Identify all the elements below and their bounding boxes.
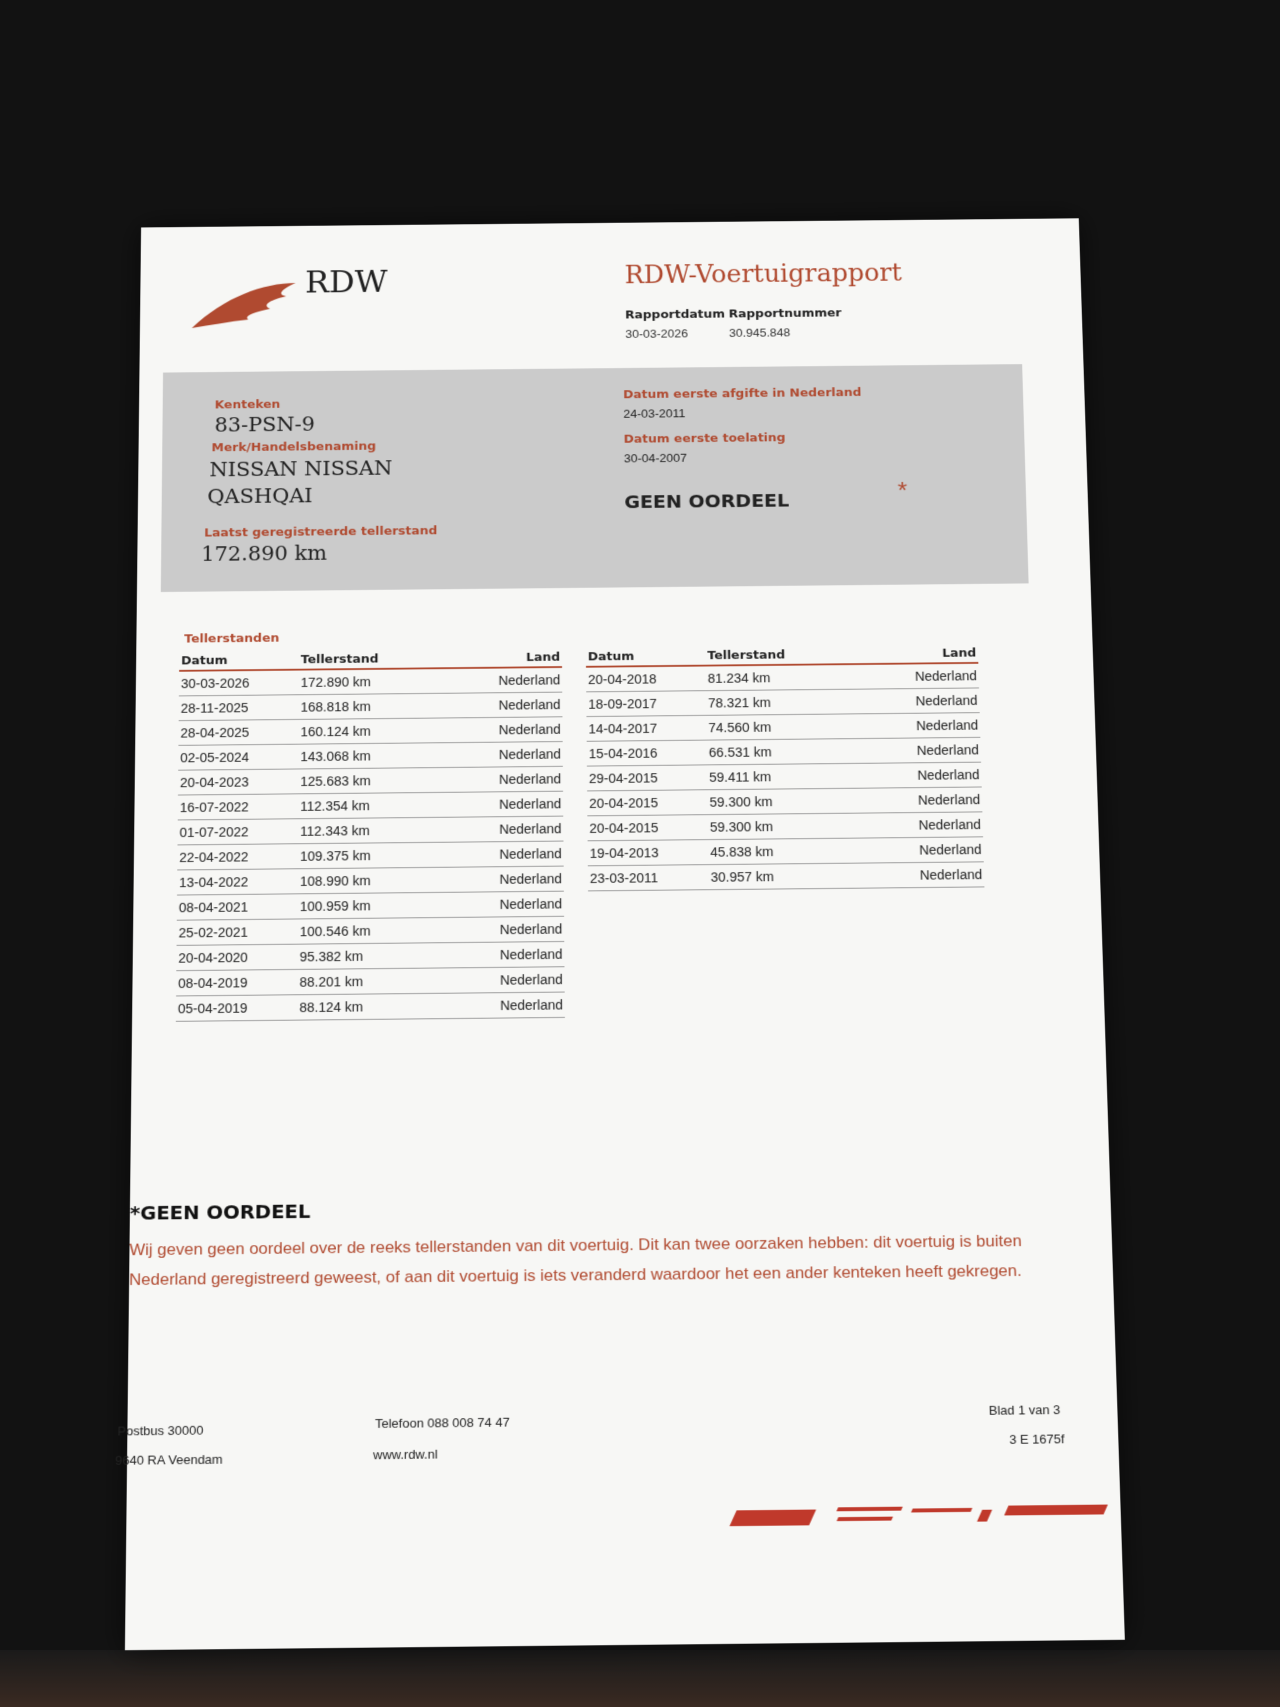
table-row	[177, 892, 564, 921]
footer-address: 9640 RA Veendam	[115, 1451, 223, 1468]
row-land: Nederland	[916, 742, 979, 758]
row-date: 22-04-2022	[179, 849, 249, 865]
table-row	[588, 862, 985, 891]
row-date: 20-04-2023	[179, 774, 249, 790]
kenteken-value: 83-PSN-9	[214, 413, 315, 437]
kenteken-label: Kenteken	[214, 398, 281, 413]
row-date: 02-05-2024	[180, 749, 250, 766]
row-date: 20-04-2018	[587, 671, 657, 687]
teller-label: Laatst geregistreerde tellerstand	[204, 524, 438, 541]
tellerstanden-table-left	[176, 644, 565, 1022]
row-km: 30.957 km	[710, 869, 774, 885]
row-land: Nederland	[917, 767, 980, 783]
footer-telefoon: Telefoon 088 008 74 47	[375, 1414, 510, 1431]
row-date: 13-04-2022	[179, 874, 249, 890]
footer-page: Blad 1 van 3	[988, 1402, 1061, 1418]
merk-line1: NISSAN NISSAN	[209, 457, 393, 482]
table-row	[179, 693, 563, 722]
col-km-header: Tellerstand	[707, 648, 786, 663]
row-date: 05-04-2019	[177, 1000, 248, 1017]
verdict-star: *	[897, 476, 908, 504]
row-km: 112.343 km	[300, 823, 370, 839]
report-page	[115, 218, 1125, 1650]
logo-text: RDW	[304, 264, 388, 301]
col-date-header: Datum	[587, 649, 635, 665]
table-row	[178, 717, 562, 746]
row-date: 08-04-2021	[178, 899, 249, 916]
row-land: Nederland	[919, 866, 983, 883]
row-land: Nederland	[498, 771, 562, 787]
row-date: 18-09-2017	[588, 696, 658, 712]
table-row	[179, 668, 562, 696]
row-date: 14-04-2017	[588, 720, 658, 737]
row-km: 160.124 km	[300, 723, 371, 740]
merk-line2: QASHQAI	[207, 485, 313, 509]
tellerstanden-table-right	[586, 640, 985, 891]
decorative-stripe	[836, 1507, 902, 1512]
col-date-header: Datum	[181, 653, 228, 669]
row-land: Nederland	[499, 921, 563, 937]
row-km: 59.411 km	[709, 769, 772, 785]
table-row	[177, 842, 563, 871]
row-km: 125.683 km	[300, 773, 371, 789]
row-km: 168.818 km	[300, 699, 371, 715]
row-km: 45.838 km	[710, 844, 774, 860]
row-land: Nederland	[499, 821, 562, 837]
row-date: 28-04-2025	[180, 724, 250, 741]
row-date: 29-04-2015	[588, 770, 658, 786]
report-title: RDW-Voertuigrapport	[624, 259, 903, 290]
row-km: 74.560 km	[708, 719, 772, 736]
col-land-header: Land	[941, 646, 977, 661]
decorative-stripe	[837, 1517, 893, 1522]
tellerstanden-title: Tellerstanden	[184, 631, 280, 647]
row-km: 172.890 km	[300, 674, 371, 690]
col-land-header: Land	[525, 650, 561, 665]
report-number-block	[729, 307, 842, 340]
row-date: 28-11-2025	[180, 700, 249, 716]
verdict-text: GEEN OORDEEL	[624, 489, 790, 513]
report-date-value: 30-03-2026	[625, 326, 689, 341]
table-row	[178, 767, 563, 796]
report-date-label: Rapportdatum	[625, 307, 726, 323]
merk-label: Merk/Handelsbenaming	[211, 439, 376, 455]
row-date: 01-07-2022	[179, 824, 249, 840]
report-date-block	[625, 308, 725, 341]
row-land: Nederland	[499, 971, 563, 988]
note-title: *GEEN OORDEEL	[129, 1199, 311, 1225]
row-date: 20-04-2015	[589, 795, 659, 811]
toelating-value: 30-04-2007	[623, 451, 688, 466]
row-land: Nederland	[498, 721, 561, 738]
report-number-value: 30.945.848	[728, 325, 791, 340]
table-row	[176, 967, 565, 996]
row-land: Nederland	[915, 717, 979, 733]
table-row	[177, 867, 564, 896]
decorative-stripe	[977, 1510, 992, 1522]
row-land: Nederland	[499, 896, 563, 912]
row-km: 59.300 km	[709, 794, 773, 810]
report-number-label: Rapportnummer	[728, 306, 842, 322]
row-land: Nederland	[914, 668, 977, 684]
row-date: 08-04-2019	[178, 975, 248, 991]
footer-postbus: Postbus 30000	[117, 1422, 204, 1439]
decorative-stripe	[911, 1508, 972, 1513]
row-land: Nederland	[499, 846, 562, 862]
table-row	[177, 817, 563, 846]
row-km: 66.531 km	[708, 744, 772, 760]
row-land: Nederland	[498, 672, 561, 688]
row-land: Nederland	[500, 997, 563, 1013]
row-km: 100.959 km	[299, 898, 371, 914]
row-km: 95.382 km	[299, 948, 364, 965]
row-land: Nederland	[498, 697, 561, 713]
row-land: Nederland	[917, 792, 981, 808]
row-land: Nederland	[498, 746, 561, 762]
table-row	[176, 993, 565, 1022]
row-date: 23-03-2011	[589, 870, 659, 886]
row-km: 143.068 km	[300, 748, 371, 764]
row-date: 15-04-2016	[588, 745, 658, 762]
row-km: 78.321 km	[707, 695, 771, 711]
table-row	[176, 942, 564, 971]
col-km-header: Tellerstand	[300, 652, 379, 667]
row-km: 59.300 km	[709, 819, 774, 835]
row-km: 100.546 km	[299, 923, 371, 940]
afgifte-label: Datum eerste afgifte in Nederland	[623, 386, 862, 402]
row-date: 19-04-2013	[589, 845, 659, 861]
toelating-label: Datum eerste toelating	[623, 431, 786, 447]
afgifte-value: 24-03-2011	[623, 406, 686, 421]
footer-code: 3 E 1675f	[1009, 1431, 1065, 1447]
decorative-stripe	[729, 1510, 816, 1527]
row-km: 112.354 km	[300, 798, 370, 814]
row-land: Nederland	[498, 796, 562, 812]
desk-surface	[0, 1650, 1280, 1707]
decorative-stripe	[1004, 1505, 1108, 1516]
row-km: 81.234 km	[707, 670, 771, 686]
row-date: 20-04-2020	[178, 949, 248, 966]
row-land: Nederland	[918, 816, 981, 833]
table-row	[178, 792, 564, 821]
row-date: 25-02-2021	[178, 924, 249, 941]
footer-website[interactable]: www.rdw.nl	[373, 1446, 438, 1463]
rdw-feather-logo	[187, 270, 300, 342]
row-date: 16-07-2022	[179, 799, 249, 815]
row-land: Nederland	[499, 946, 563, 963]
row-km: 88.124 km	[299, 999, 363, 1015]
row-km: 108.990 km	[299, 873, 371, 889]
row-land: Nederland	[915, 692, 978, 709]
row-km: 109.375 km	[299, 848, 371, 864]
note-body: Wij geven geen oordeel over de reeks tellerstanden van dit voertuig. Dit kan twee oorzaken hebben: dit voertuig is buiten Nederland geregistreerd geweest, of aan dit voertuig is iets veranderd waardoor het een ander kenteken heeft gekregen.	[129, 1231, 1022, 1289]
row-km: 88.201 km	[299, 973, 364, 990]
row-date: 30-03-2026	[180, 675, 250, 691]
table-row	[177, 917, 565, 946]
row-date: 20-04-2015	[589, 820, 659, 836]
table-row	[178, 742, 563, 771]
row-land: Nederland	[499, 871, 562, 887]
teller-value: 172.890 km	[201, 542, 328, 567]
row-land: Nederland	[918, 841, 982, 858]
